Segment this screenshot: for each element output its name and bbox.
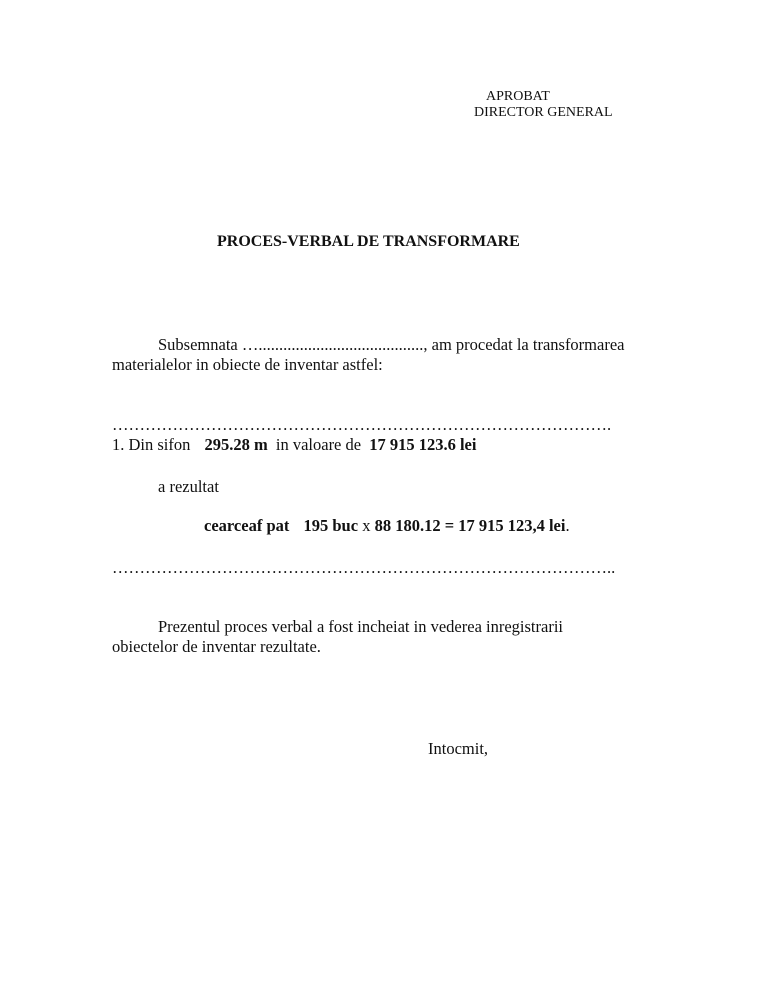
result-equals: = (444, 516, 455, 535)
result-unit-price: 88 180.12 (374, 516, 441, 535)
item-value: 17 915 123.6 lei (369, 435, 477, 454)
result-total: 17 915 123,4 lei (458, 516, 566, 535)
separator-bottom: ……………………………………………………………………………….. (112, 558, 616, 577)
approval-line-2: DIRECTOR GENERAL (474, 105, 613, 120)
intro-line-1 (158, 335, 624, 355)
approval-line-1: APROBAT (486, 89, 550, 104)
result-label: a rezultat (158, 477, 219, 496)
document-title: PROCES-VERBAL DE TRANSFORMARE (217, 233, 520, 250)
result-product: cearceaf pat (204, 516, 290, 535)
intro-action: , am procedat la transformarea (423, 335, 625, 354)
intro-blank: …........................................ (241, 335, 424, 354)
result-line (204, 516, 570, 536)
item-quantity: 295.28 m (204, 435, 268, 454)
intro-subject: Subsemnata (158, 335, 238, 354)
result-times: x (362, 516, 371, 535)
item-value-label: in valoare de (275, 435, 362, 454)
item-prefix: 1. Din sifon (112, 435, 191, 454)
result-period: . (565, 516, 570, 535)
signature-label: Intocmit, (428, 739, 489, 758)
conclusion-line-2: obiectelor de inventar rezultate. (112, 637, 321, 656)
conclusion-line-1: Prezentul proces verbal a fost incheiat in vederea inregistrarii (158, 617, 563, 636)
separator-top: ………………………………………………………………………………. (112, 415, 612, 434)
item-line (112, 435, 476, 455)
result-count: 195 buc (303, 516, 359, 535)
intro-line-2: materialelor in obiecte de inventar astfel: (112, 355, 383, 374)
